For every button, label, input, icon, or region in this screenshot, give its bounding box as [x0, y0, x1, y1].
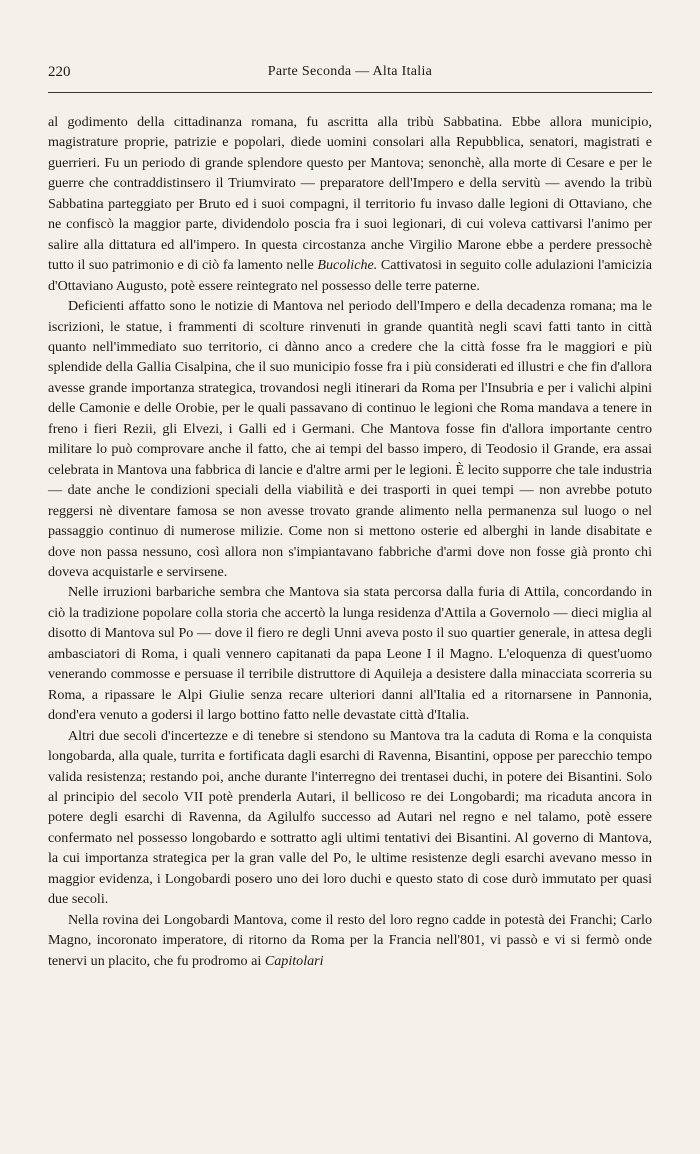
italic-title: Bucoliche.	[317, 257, 378, 274]
paragraph: Altri due secoli d'incertezze e di tenebre si stendono su Mantova tra la caduta di Roma e la conquista longobarda, alla quale, turrita e fortificata dagli esarchi di Ravenna, Bisantini, oppose per parecchio tempo valida resistenza; restando poi, anche durante l'interregno dei trentasei duchi, in potere dei Bisantini. Solo al principio del secolo VII potè prenderla Autari, il bellicoso re dei Longobardi; ma ricaduta ancora in potere degli esarchi di Ravenna, da Agilulfo successo ad Autari nel regno e nel talamo, potè essere confermato nel possesso longobardo e sottratto agli ultimi tentativi dei Bisantini. Al governo di Mantova, la cui importanza strategica per la gran valle del Po, le ultime resistenze degli esarchi avevano messo in maggior evidenza, i Longobardi posero uno dei loro duchi e questo stato di cose durò immutato per quasi due secoli.	[48, 727, 652, 908]
page-number: 220	[48, 63, 71, 80]
italic-title: Capitolari	[264, 952, 324, 969]
body-text	[48, 112, 652, 971]
paragraph: Deficienti affatto sono le notizie di Mantova nel periodo dell'Impero e della decadenza romana; ma le iscrizioni, le statue, i frammenti di scolture rinvenuti in grande quantità negli scavi fatti tanto in città quanto nell'immediato suo territorio, ci dànno anco a credere che la città fosse fra le maggiori e più splendide della Gallia Cisalpina, che il suo municipio fosse fra i più considerati ed illustri e che fin d'allora avesse grande importanza strategica, trovandosi negli itinerari da Roma per l'Insubria e per i valichi alpini delle Camonie e delle Orobie, per le quali passavano di continuo le legioni che Roma mandava a tenere in freno i fieri Rezii, gli Elvezi, i Galli ed i Germani. Che Mantova fosse fin d'allora importante centro militare lo può comprovare anche il fatto, che ai tempi del basso impero, di Teodosio il Grande, era assai celebrata in Mantova una fabbrica di lancie e d'altre armi per le legioni. È lecito supporre che tale industria — date anche le condizioni speciali della viabilità e dei trasporti in quei tempi — non avrebbe potuto reggersi nè diventare famosa se non avesse trovato grande alimento nella permanenza sul luogo o nel passaggio continuo di numerose milizie. Come non si mettono osterie ed alberghi in lande disabitate e dove non passa nessuno, così allora non s'impiantavano fabbriche d'armi dove non fosse già pronto chi doveva acquistarle e servirsene.	[48, 298, 652, 580]
page-header	[48, 58, 652, 86]
paragraph: Nelle irruzioni barbariche sembra che Mantova sia stata percorsa dalla furia di Attila, concordando in ciò la tradizione popolare colla storia che accertò la lunga residenza d'Attila a Governolo — dieci miglia al disotto di Mantova sul Po — dove il fiero re degli Unni aveva posto il suo quartier generale, in attesa degli ambasciatori di Roma, i quali vennero capitanati da papa Leone I il Magno. L'eloquenza di quest'uomo venerando commosse e persuase il terribile distruttore di Aquileja a desistere dalla minacciata scorreria su Roma, a ripassare le Alpi Giulie senza recare ulteriori danni all'Italia ed a ritornarsene in Pannonia, dond'era venuto a godersi il largo bottino fatto nelle devastate città d'Italia.	[48, 584, 652, 724]
paragraph: Nella rovina dei Longobardi Mantova, come il resto del loro regno cadde in potestà dei Franchi; Carlo Magno, incoronato imperatore, di ritorno da Roma per la Francia nell'801, vi passò e vi si fermò onde tenervi un placito, che fu prodromo ai Capitolari	[48, 911, 652, 969]
paragraph: al godimento della cittadinanza romana, fu ascritta alla tribù Sabbatina. Ebbe allora municipio, magistrature proprie, patrizie e popolari, diede uomini consolari alla Repubblica, senatori, magistrati e guerrieri. Fu un periodo di grande splendore questo per Mantova; senonchè, alla morte di Cesare e per le guerre che contraddistinsero il Triumvirato — preparatore dell'Impero e della servitù — avendo la tribù Sabbatina parteggiato per Bruto ed i suoi compagni, il territorio fu invaso dalle legioni di Ottaviano, che ne confiscò la maggior parte, dividendolo poscia fra i suoi legionari, di cui voleva cattivarsi l'animo per salire alla dittatura ed all'impero. In questa circostanza anche Virgilio Marone ebbe a perdere pressochè tutto il suo patrimonio e di ciò fa lamento nelle Bucoliche. Cattivatosi in seguito colle adulazioni l'amicizia d'Ottaviano Augusto, potè essere reintegrato nel possesso delle terre paterne.	[48, 114, 652, 294]
running-title: Parte Seconda — Alta Italia	[267, 64, 433, 79]
header-rule	[48, 92, 652, 93]
